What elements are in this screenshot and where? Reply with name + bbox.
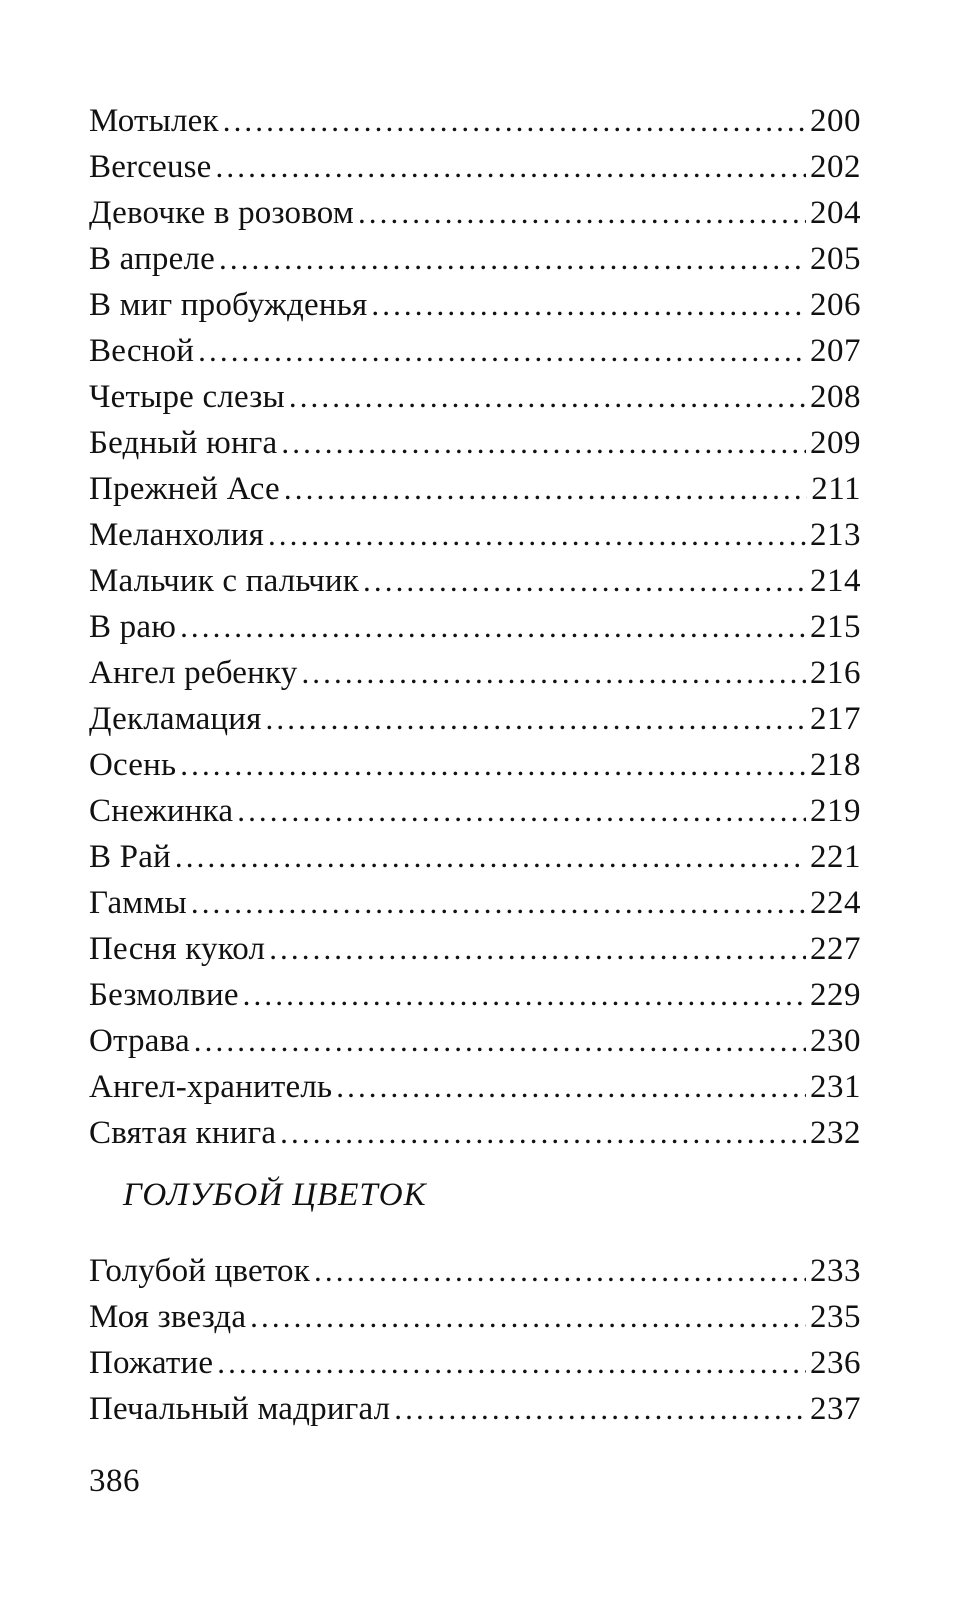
toc-entry-title: Berceuse bbox=[89, 149, 212, 185]
toc-entry bbox=[89, 972, 861, 1018]
toc-entry-page: 237 bbox=[810, 1391, 861, 1427]
toc-entry-page: 236 bbox=[810, 1345, 861, 1381]
toc-entry-title: Безмолвие bbox=[89, 977, 239, 1013]
page-number: 386 bbox=[89, 1463, 140, 1499]
section-heading: ГОЛУБОЙ ЦВЕТОК bbox=[123, 1177, 427, 1213]
toc-entry bbox=[89, 604, 861, 650]
dot-leader bbox=[363, 558, 806, 604]
toc-entry bbox=[89, 1064, 861, 1110]
toc-entry bbox=[89, 1294, 861, 1340]
toc-entry-title: В миг пробужденья bbox=[89, 287, 368, 323]
toc-entry bbox=[89, 834, 861, 880]
toc-entry-title: В апреле bbox=[89, 241, 215, 277]
toc-entry-title: Мальчик с пальчик bbox=[89, 563, 360, 599]
dot-leader bbox=[223, 98, 806, 144]
toc-entry bbox=[89, 190, 861, 236]
toc-entry-page: 214 bbox=[810, 563, 861, 599]
toc-entry-page: 206 bbox=[810, 287, 861, 323]
dot-leader bbox=[180, 604, 806, 650]
toc-entry-title: В Рай bbox=[89, 839, 171, 875]
toc-entry bbox=[89, 1018, 861, 1064]
dot-leader bbox=[243, 972, 806, 1018]
toc-entry bbox=[89, 788, 861, 834]
dot-leader bbox=[358, 190, 806, 236]
toc-entry bbox=[89, 650, 861, 696]
toc-entry bbox=[89, 1248, 861, 1294]
dot-leader bbox=[250, 1294, 806, 1340]
toc-entry-page: 231 bbox=[810, 1069, 861, 1105]
toc-entry-page: 224 bbox=[810, 885, 861, 921]
toc-entry bbox=[89, 1340, 861, 1386]
toc-entry bbox=[89, 420, 861, 466]
toc-entry-page: 232 bbox=[810, 1115, 861, 1151]
dot-leader bbox=[194, 1018, 806, 1064]
section-table-of-contents bbox=[89, 1248, 861, 1432]
toc-entry-title: Отрава bbox=[89, 1023, 190, 1059]
toc-entry-title: Печальный мадригал bbox=[89, 1391, 391, 1427]
toc-entry-page: 235 bbox=[810, 1299, 861, 1335]
toc-entry bbox=[89, 144, 861, 190]
toc-entry-page: 217 bbox=[810, 701, 861, 737]
dot-leader bbox=[301, 650, 806, 696]
toc-entry-page: 204 bbox=[810, 195, 861, 231]
toc-entry bbox=[89, 880, 861, 926]
toc-entry-page: 218 bbox=[810, 747, 861, 783]
toc-entry-page: 205 bbox=[810, 241, 861, 277]
toc-entry-title: Снежинка bbox=[89, 793, 234, 829]
toc-entry bbox=[89, 236, 861, 282]
toc-entry-page: 211 bbox=[811, 471, 861, 507]
toc-entry-page: 230 bbox=[810, 1023, 861, 1059]
dot-leader bbox=[175, 834, 806, 880]
toc-entry-title: Четыре слезы bbox=[89, 379, 285, 415]
toc-entry-title: Прежней Асе bbox=[89, 471, 280, 507]
dot-leader bbox=[371, 282, 806, 328]
toc-entry-page: 215 bbox=[810, 609, 861, 645]
toc-entry-title: Осень bbox=[89, 747, 177, 783]
toc-entry-page: 207 bbox=[810, 333, 861, 369]
dot-leader bbox=[216, 144, 806, 190]
toc-entry-page: 229 bbox=[810, 977, 861, 1013]
toc-entry-page: 200 bbox=[810, 103, 861, 139]
toc-entry bbox=[89, 696, 861, 742]
dot-leader bbox=[191, 880, 806, 926]
toc-entry-title: Девочке в розовом bbox=[89, 195, 354, 231]
dot-leader bbox=[284, 466, 807, 512]
toc-entry-title: Моя звезда bbox=[89, 1299, 247, 1335]
toc-entry bbox=[89, 512, 861, 558]
dot-leader bbox=[289, 374, 806, 420]
dot-leader bbox=[237, 788, 806, 834]
toc-entry bbox=[89, 374, 861, 420]
dot-leader bbox=[394, 1386, 806, 1432]
toc-entry bbox=[89, 926, 861, 972]
toc-entry bbox=[89, 1386, 861, 1432]
toc-entry-title: Декламация bbox=[89, 701, 262, 737]
toc-entry bbox=[89, 328, 861, 374]
dot-leader bbox=[336, 1064, 806, 1110]
toc-entry-title: Святая книга bbox=[89, 1115, 277, 1151]
toc-entry-page: 216 bbox=[810, 655, 861, 691]
dot-leader bbox=[198, 328, 806, 374]
toc-entry-page: 209 bbox=[810, 425, 861, 461]
toc-entry-title: В раю bbox=[89, 609, 177, 645]
toc-entry-page: 202 bbox=[810, 149, 861, 185]
dot-leader bbox=[180, 742, 806, 788]
dot-leader bbox=[217, 1340, 806, 1386]
toc-entry-page: 233 bbox=[810, 1253, 861, 1289]
dot-leader bbox=[268, 512, 806, 558]
toc-entry-page: 219 bbox=[810, 793, 861, 829]
toc-entry-title: Ангел ребенку bbox=[89, 655, 298, 691]
toc-entry bbox=[89, 742, 861, 788]
table-of-contents bbox=[89, 98, 861, 1156]
dot-leader bbox=[269, 926, 806, 972]
toc-entry bbox=[89, 466, 861, 512]
toc-entry-page: 208 bbox=[810, 379, 861, 415]
toc-entry bbox=[89, 282, 861, 328]
dot-leader bbox=[266, 696, 806, 742]
dot-leader bbox=[280, 1110, 806, 1156]
toc-entry-page: 213 bbox=[810, 517, 861, 553]
toc-entry-title: Голубой цветок bbox=[89, 1253, 310, 1289]
toc-entry-page: 227 bbox=[810, 931, 861, 967]
toc-entry-title: Мотылек bbox=[89, 103, 219, 139]
toc-entry-title: Ангел-хранитель bbox=[89, 1069, 333, 1105]
toc-entry-title: Пожатие bbox=[89, 1345, 214, 1381]
dot-leader bbox=[281, 420, 806, 466]
toc-entry-title: Бедный юнга bbox=[89, 425, 278, 461]
toc-entry bbox=[89, 558, 861, 604]
toc-entry bbox=[89, 98, 861, 144]
toc-entry-title: Гаммы bbox=[89, 885, 187, 921]
toc-entry-title: Весной bbox=[89, 333, 195, 369]
toc-entry-title: Меланхолия bbox=[89, 517, 264, 553]
dot-leader bbox=[219, 236, 806, 282]
toc-entry-title: Песня кукол bbox=[89, 931, 266, 967]
toc-entry bbox=[89, 1110, 861, 1156]
toc-entry-page: 221 bbox=[810, 839, 861, 875]
dot-leader bbox=[314, 1248, 806, 1294]
